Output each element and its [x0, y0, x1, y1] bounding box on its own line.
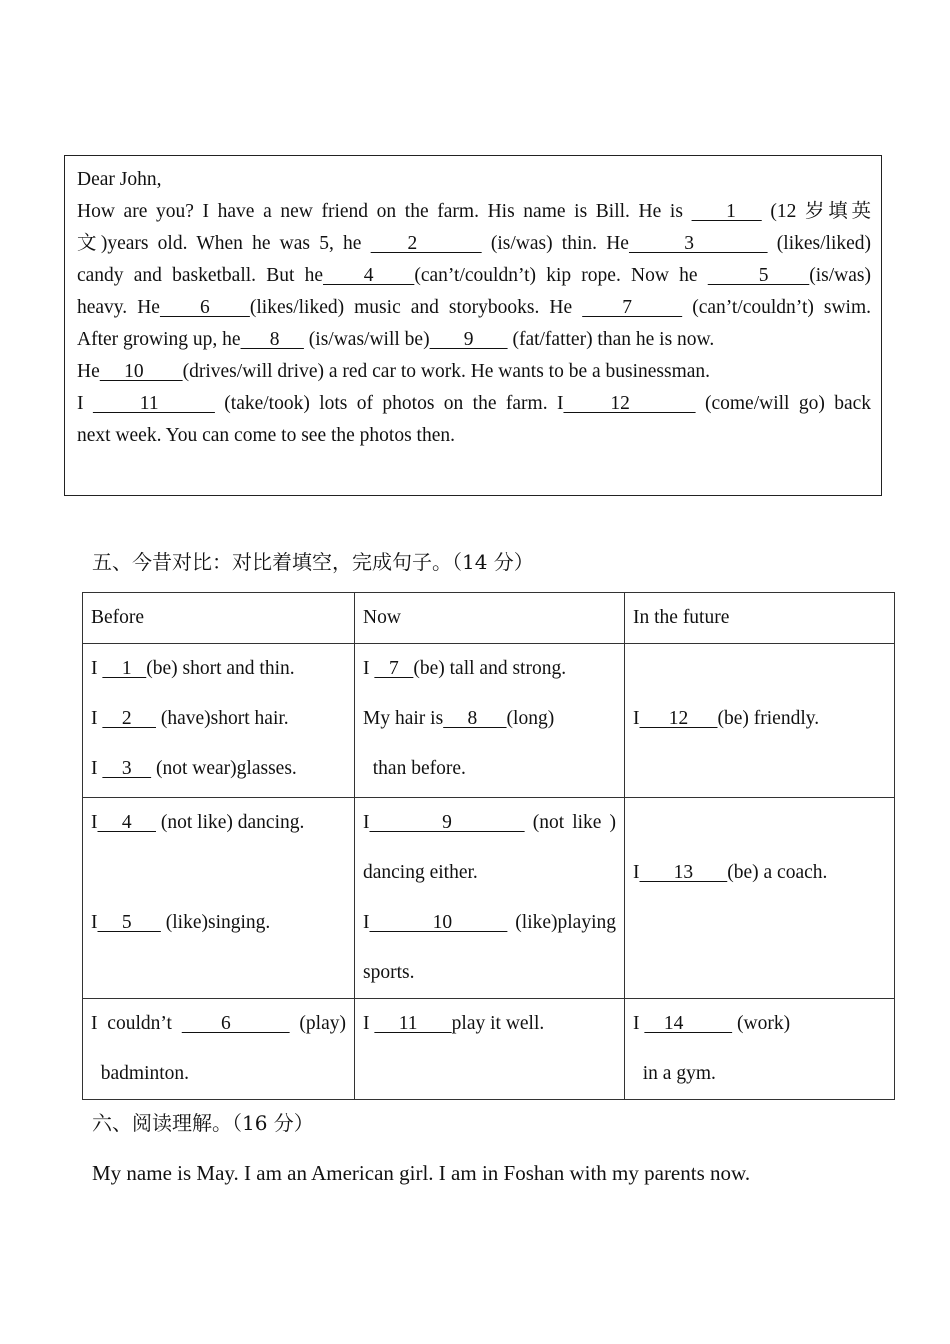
blank-2[interactable]: 2: [370, 233, 482, 254]
text: (is/was): [809, 265, 872, 286]
text: (is/was) thin. He: [481, 233, 629, 254]
blank-9[interactable]: 9: [429, 329, 508, 350]
letter-line-8: [77, 388, 871, 420]
section5-title: 五、今昔对比：对比着填空，完成句子。（14 分）: [92, 550, 534, 574]
text: (take/took) lots of photos on the farm. I: [214, 393, 564, 414]
text: next week. You can come to see the photos then.: [77, 425, 456, 446]
cell-future: I 12 (be) friendly.: [625, 644, 895, 798]
blank-4[interactable]: 4: [323, 265, 415, 286]
blank-1[interactable]: 1: [102, 658, 147, 679]
table-row: [83, 798, 895, 999]
letter-line-5: [77, 292, 871, 324]
cell-now: I 7 (be) tall and strong. My hair is 8 (long) than before.: [355, 644, 625, 798]
text: How are you? I have a new friend on the farm. His name is Bill. He is: [77, 201, 692, 222]
blank-8[interactable]: 8: [443, 708, 507, 729]
text: (fat/fatter) than he is now.: [507, 329, 715, 350]
letter-line-4: [77, 260, 871, 292]
blank-12[interactable]: 12: [639, 708, 718, 729]
cell-now: I 9 (not like ) dancing either. I 10 (like)playing sports.: [355, 798, 625, 999]
blank-7[interactable]: 7: [582, 297, 683, 318]
blank-10[interactable]: 10: [99, 361, 183, 382]
letter-box: [64, 155, 882, 496]
text: heavy. He: [77, 297, 160, 318]
text: I: [77, 393, 93, 414]
blank-5[interactable]: 5: [707, 265, 810, 286]
blank-5[interactable]: 5: [97, 912, 161, 933]
blank-6[interactable]: 6: [159, 297, 250, 318]
blank-9[interactable]: 9: [369, 812, 525, 833]
blank-10[interactable]: 10: [369, 912, 508, 933]
blank-4[interactable]: 4: [97, 812, 156, 833]
text: (drives/will drive) a red car to work. He wants to be a businessman.: [182, 361, 711, 382]
blank-3[interactable]: 3: [628, 233, 768, 254]
cell-before: I 1 (be) short and thin. I 2 (have)short hair. I 3 (not wear)glasses.: [83, 644, 355, 798]
text: (can’t/couldn’t) kip rope. Now he: [414, 265, 708, 286]
blank-2[interactable]: 2: [102, 708, 156, 729]
blank-6[interactable]: 6: [181, 1013, 290, 1034]
cell-future: I 13 (be) a coach.: [625, 798, 895, 999]
text: (likes/liked): [767, 233, 872, 254]
header-before: Before: [83, 593, 355, 644]
blank-3[interactable]: 3: [102, 758, 152, 779]
letter-line-6: [77, 324, 871, 356]
table-row: [83, 644, 895, 798]
text: (likes/liked) music and storybooks. He: [249, 297, 583, 318]
cell-before: I 4 (not like) dancing. I 5 (like)singing.: [83, 798, 355, 999]
blank-11[interactable]: 11: [92, 393, 215, 414]
text: (can’t/couldn’t) swim.: [682, 297, 872, 318]
blank-11[interactable]: 11: [374, 1013, 452, 1034]
text: After growing up, he: [77, 329, 241, 350]
blank-7[interactable]: 7: [374, 658, 414, 679]
reading-paragraph: My name is May. I am an American girl. I am in Foshan with my parents now.: [92, 1161, 751, 1185]
cell-before: I couldn’t 6 (play) badminton.: [83, 999, 355, 1100]
letter-greeting: [77, 164, 871, 196]
cell-now: I 11 play it well.: [355, 999, 625, 1100]
blank-13[interactable]: 13: [639, 862, 728, 883]
table-row: [83, 999, 895, 1100]
text: He: [77, 361, 100, 382]
section6-title: 六、阅读理解。（16 分）: [92, 1111, 314, 1135]
text: (12 岁填英: [761, 201, 872, 222]
text: (come/will go) back: [695, 393, 872, 414]
text: candy and basketball. But he: [77, 265, 324, 286]
blank-12[interactable]: 12: [563, 393, 696, 414]
text: 文)years old. When he was 5, he: [77, 233, 371, 254]
blank-1[interactable]: 1: [691, 201, 762, 222]
letter-line-3: [77, 228, 871, 260]
header-now: Now: [355, 593, 625, 644]
blank-8[interactable]: 8: [240, 329, 304, 350]
table-header-row: [83, 593, 895, 644]
greeting-text: Dear John,: [77, 169, 162, 190]
comparison-table: [82, 592, 895, 1100]
text: (is/was/will be): [303, 329, 430, 350]
letter-line-7: [77, 356, 871, 388]
header-future: In the future: [625, 593, 895, 644]
letter-line-9: [77, 420, 871, 452]
cell-future: I 14 (work) in a gym.: [625, 999, 895, 1100]
blank-14[interactable]: 14: [644, 1013, 733, 1034]
letter-line-2: [77, 196, 871, 228]
